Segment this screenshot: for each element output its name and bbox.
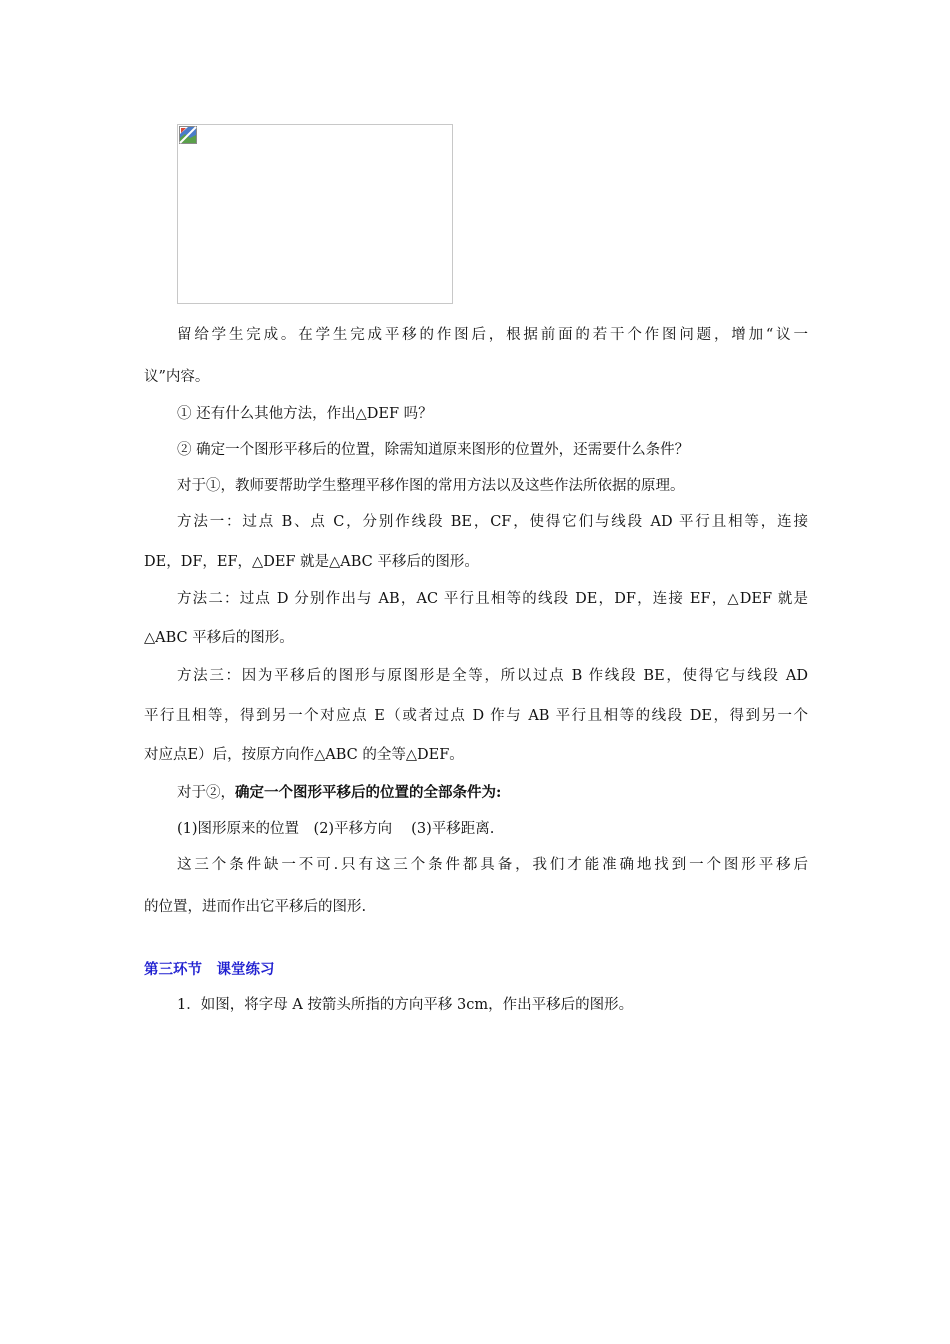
method-1-line: DE，DF，EF，△DEF 就是△ABC 平移后的图形。 (144, 554, 479, 570)
summary-line: 这三个条件缺一不可.只有这三个条件都具备，我们才能准确地找到一个图形平移后 (177, 857, 808, 873)
image-placeholder (177, 124, 453, 304)
broken-image-icon (179, 126, 197, 144)
exercise-1: 1．如图，将字母 A 按箭头所指的方向平移 3cm，作出平移后的图形。 (177, 997, 634, 1013)
summary-line: 的位置，进而作出它平移后的图形. (144, 899, 367, 915)
method-2-line: △ABC 平移后的图形。 (144, 630, 294, 646)
about-2-emphasis: 确定一个图形平移后的位置的全部条件为: (235, 784, 502, 801)
method-3-line: 对应点E）后，按原方向作△ABC 的全等△DEF。 (144, 747, 464, 763)
paragraph-line (177, 783, 808, 803)
paragraph-line: 对于①，教师要帮助学生整理平移作图的常用方法以及这些作法所依据的原理。 (177, 478, 685, 494)
method-3-line: 平行且相等，得到另一个对应点 E（或者过点 D 作与 AB 平行且相等的线段 DE，得到另一个 (144, 708, 808, 724)
conditions-list: (1)图形原来的位置 (2)平移方向 (3)平移距离. (177, 821, 495, 837)
method-3-line: 方法三：因为平移后的图形与原图形是全等，所以过点 B 作线段 BE，使得它与线段 AD (177, 668, 808, 684)
about-2-prefix: 对于②， (177, 785, 235, 801)
question-1: ① 还有什么其他方法，作出△DEF 吗？ (177, 406, 433, 422)
paragraph-line: 议”内容。 (144, 369, 210, 385)
method-1-line: 方法一：过点 B、点 C，分别作线段 BE，CF，使得它们与线段 AD 平行且相等，连接 (177, 514, 808, 530)
section-heading: 第三环节 课堂练习 (144, 962, 275, 978)
paragraph-line: 留给学生完成。在学生完成平移的作图后，根据前面的若干个作图问题，增加“议一 (177, 327, 808, 343)
method-2-line: 方法二：过点 D 分别作出与 AB，AC 平行且相等的线段 DE，DF，连接 EF，△DEF 就是 (177, 591, 808, 607)
question-2: ② 确定一个图形平移后的位置，除需知道原来图形的位置外，还需要什么条件？ (177, 442, 690, 458)
